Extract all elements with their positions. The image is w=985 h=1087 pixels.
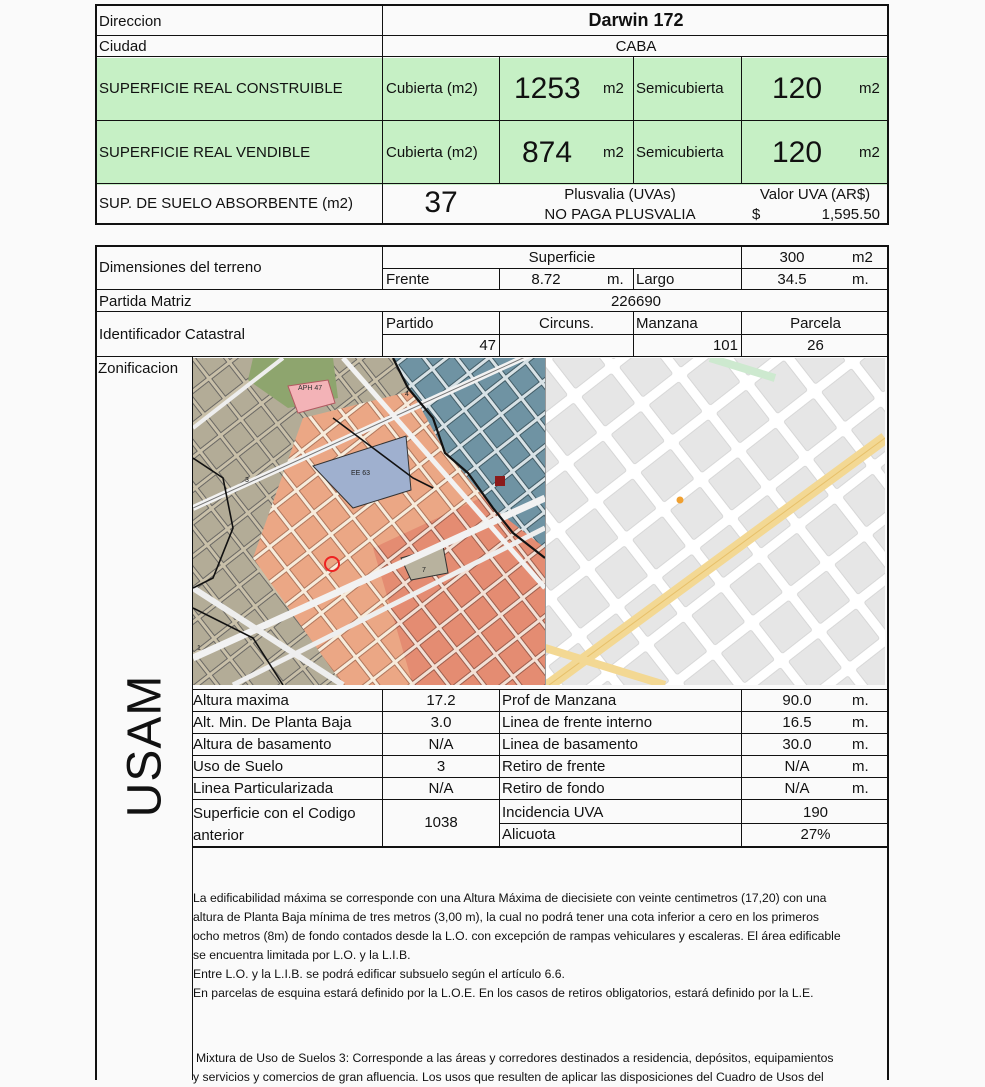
frente-label: Frente (386, 271, 430, 288)
construible-semi-value: 120 (771, 72, 823, 105)
param-value: 3 (436, 758, 446, 775)
largo-unit: m. (852, 271, 869, 288)
note-line: altura de Planta Baja mínima de tres metros (3,00 m), la cual no podrá tener una cota inferior a cero en los primeros (193, 910, 819, 924)
manzana-value: 101 (712, 337, 738, 354)
vendible-cubierta-value: 874 (522, 136, 573, 169)
vendible-semi-value: 120 (771, 136, 823, 169)
uva-currency: $ (752, 206, 761, 223)
zonificacion-label: Zonificacion (98, 360, 179, 377)
incidencia-label: Incidencia UVA (502, 804, 604, 821)
mixtura-line: y servicios y comercios de gran afluencia. Los usos que resulten de aplicar las disposiciones del Cuadro de Usos del (193, 1070, 824, 1084)
ciudad-label: Ciudad (99, 38, 147, 55)
map-label-7: 7 (422, 567, 426, 574)
partido-value: 47 (479, 337, 496, 354)
manzana-label: Manzana (636, 315, 698, 332)
vendible-semi-unit: m2 (859, 144, 880, 161)
param-label: Uso de Suelo (193, 758, 284, 775)
uva-label: Valor UVA (AR$) (759, 186, 871, 203)
param-label: Linea Particularizada (193, 780, 334, 797)
zone-code: USAM (118, 674, 172, 818)
param-unit: m. (852, 714, 869, 731)
street-map (545, 358, 885, 685)
ciudad-value: CABA (615, 38, 657, 55)
suelo-value: 37 (424, 186, 458, 219)
construible-semi-label: Semicubierta (636, 80, 724, 97)
note-line: Entre L.O. y la L.I.B. se podrá edificar subsuelo según el artículo 6.6. (193, 967, 565, 981)
map-label-ee: EE 63 (351, 470, 371, 477)
incidencia-value: 190 (802, 804, 829, 821)
superficie-value: 300 (779, 249, 805, 266)
catastral-label: Identificador Catastral (99, 326, 245, 343)
param-value: N/A (428, 780, 454, 797)
anterior-label: Superficie con el Codigo (193, 805, 356, 822)
note-line: se encuentra limitada por L.O. y la L.I.B. (193, 948, 411, 962)
vendible-cubierta-unit: m2 (603, 144, 624, 161)
suelo-label: SUP. DE SUELO ABSORBENTE (m2) (99, 195, 353, 212)
frente-value: 8.72 (531, 271, 561, 288)
direccion-label: Direccion (99, 13, 162, 30)
alicuota-value: 27% (800, 826, 831, 843)
param-label: Altura maxima (193, 692, 289, 709)
dimensiones-label: Dimensiones del terreno (99, 259, 262, 276)
zoning-map (193, 358, 545, 685)
superficie-unit: m2 (852, 249, 873, 266)
map-label-3: 3 (245, 477, 249, 484)
param-unit: m. (852, 692, 869, 709)
partida-label: Partida Matriz (99, 293, 192, 310)
map-label-aph: APH 47 (298, 385, 323, 392)
param-value: 30.0 (782, 736, 812, 753)
param-value: 16.5 (782, 714, 812, 731)
construible-cubierta-value: 1253 (514, 72, 581, 105)
param-value: N/A (784, 758, 810, 775)
largo-value: 34.5 (777, 271, 807, 288)
param-value: 90.0 (782, 692, 812, 709)
param-label: Prof de Manzana (502, 692, 617, 709)
parcela-value: 26 (807, 337, 824, 354)
param-unit: m. (852, 780, 869, 797)
vendible-label: SUPERFICIE REAL VENDIBLE (99, 144, 311, 161)
param-value: 3.0 (430, 714, 452, 731)
construible-cubierta-unit: m2 (603, 80, 624, 97)
plusvalia-label: Plusvalia (UVAs) (564, 186, 676, 203)
construible-semi-unit: m2 (859, 80, 880, 97)
alicuota-label: Alicuota (502, 826, 556, 843)
param-unit: m. (852, 758, 869, 775)
street-map-svg (545, 358, 885, 685)
vendible-semi-label: Semicubierta (636, 144, 724, 161)
circuns-label: Circuns. (538, 315, 594, 332)
partido-label: Partido (386, 315, 434, 332)
superficie-label: Superficie (528, 249, 596, 266)
param-unit: m. (852, 736, 869, 753)
direccion-value: Darwin 172 (588, 10, 684, 30)
anterior-label-2: anterior (193, 827, 244, 844)
note-line: En parcelas de esquina estará definido por la L.O.E. En los casos de retiros obligatorios, estará definido por la L.E. (193, 986, 814, 1000)
frente-unit: m. (607, 271, 624, 288)
param-label: Retiro de fondo (502, 780, 605, 797)
note-line: La edificabilidad máxima se corresponde con una Altura Máxima de diecisiete con veinte centimetros (17,20) con una (193, 891, 827, 905)
uva-value: 1,595.50 (821, 206, 880, 223)
param-label: Retiro de frente (502, 758, 606, 775)
vendible-cubierta-label: Cubierta (m2) (386, 144, 478, 161)
plusvalia-value: NO PAGA PLUSVALIA (544, 206, 696, 223)
param-label: Altura de basamento (193, 736, 332, 753)
partida-value: 226690 (610, 293, 662, 310)
construible-cubierta-label: Cubierta (m2) (386, 80, 478, 97)
largo-label: Largo (636, 271, 675, 288)
mixtura-line: Mixtura de Uso de Suelos 3: Corresponde a las áreas y corredores destinados a residencia, depósitos, equipamientos (196, 1051, 834, 1065)
param-label: Alt. Min. De Planta Baja (193, 714, 352, 731)
map-label-4: 4 (405, 391, 409, 398)
param-value: N/A (428, 736, 454, 753)
map-label-1: 1 (197, 645, 201, 652)
parcela-label: Parcela (790, 315, 841, 332)
param-value: 17.2 (426, 692, 456, 709)
anterior-value: 1038 (424, 814, 458, 831)
zoning-map-svg (193, 358, 545, 685)
construible-label: SUPERFICIE REAL CONSTRUIBLE (99, 80, 343, 97)
param-label: Linea de basamento (502, 736, 638, 753)
note-line: ocho metros (8m) de fondo contados desde la L.O. con excepción de rampas vehiculares y escaleras. El área edificable (193, 929, 841, 943)
param-label: Linea de frente interno (502, 714, 653, 731)
param-value: N/A (784, 780, 810, 797)
